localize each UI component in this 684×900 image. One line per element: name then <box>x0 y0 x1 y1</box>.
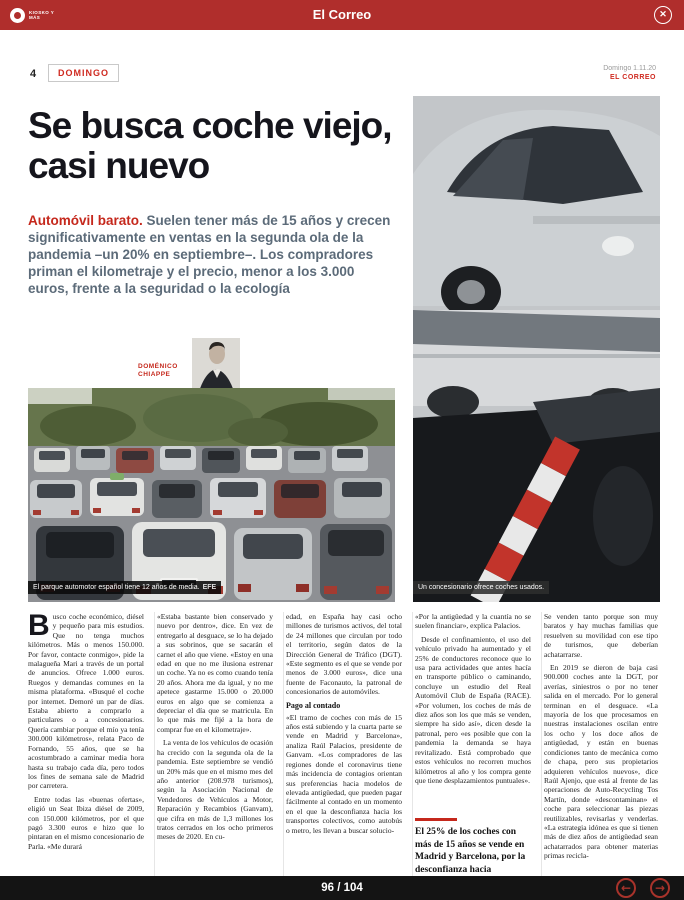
caption-text: El parque automotor español tiene 12 años de media. <box>33 584 200 591</box>
body-column-5 <box>544 612 658 876</box>
body-column-4 <box>415 612 542 876</box>
newspaper-page[interactable] <box>0 30 684 876</box>
newspaper-name: EL CORREO <box>610 74 656 81</box>
pull-quote <box>415 813 531 876</box>
close-icon[interactable]: ✕ <box>654 6 672 24</box>
paragraph: Se venden tanto porque son muy baratos y hay muchas familias que resuelven su movilidad con ese tipo de turismos, que deberían achatarrarse. <box>544 612 658 659</box>
section-label: DOMINGO <box>48 64 119 82</box>
lead-label: Automóvil barato. <box>28 213 143 228</box>
kioskoymas-logo-label: KIOSKO Y MÁS <box>29 9 55 20</box>
traffic-photo-graphic <box>28 388 395 602</box>
pull-quote-rule <box>415 818 457 821</box>
dateline <box>603 64 656 82</box>
arrow-right-icon: → <box>654 881 666 895</box>
author-byline: DOMÉNICO CHIAPPE <box>138 363 178 378</box>
body-column-3 <box>286 612 413 876</box>
paragraph: «El tramo de coches con más de 15 años está subiendo y la cuarta parte se vende en Madrid y Barcelona», analiza Raúl Palacios, presidente de Ganvam. «Los compradores de las regiones donde el coronavirus tiene más incidencia de contagios orientan sus preferencias hacia modelos de elevada antigüedad, que pueden pagar fácilmente al contado en un momento en el que la desconfianza hacia los transportes colectivos, como autobús o metro, les llevan a buscar solucio- <box>286 712 402 835</box>
page-indicator: 96 / 104 <box>321 882 363 894</box>
lead-text: Suelen tener más de 15 años y crecen significativamente en ventas en la segunda ola de la pandemia –un 20% en septiembre–. Los compradores priman el kilometraje y el precio, menor a los 3.000 euros, frente a la seguridad o la ecología <box>28 213 391 296</box>
body-column-1 <box>28 612 155 876</box>
traffic-photo <box>28 388 395 602</box>
paragraph: Desde el confinamiento, el uso del vehículo privado ha aumentado y el 25% de conductores reconoce que lo usa para actividades que antes hacía en transporte público o caminando, concluye un estudio del Real Automóvil Club de España (RACE). «Por volumen, los coches de más de diez años son los que más se venden, siempre ha sido así», dicen desde la patronal, pero «es posible que con la pandemia la demanda se haya revitalizado. Está comprobado que estos vehículos no recorren muchos kilómetros al año y los compra gente que tiene desplazamientos puntuales». <box>415 634 531 785</box>
caption-text: Un concesionario ofrece coches usados. <box>418 584 545 591</box>
next-page-button[interactable] <box>650 878 670 898</box>
pull-quote-text: El 25% de los coches con más de 15 años se vende en Madrid y Barcelona, por la desconfianza hacia <box>415 827 526 875</box>
paragraph: edad, en España hay casi ocho millones de turismos activos, del total de 24 millones que circulan por todo el territorio, según datos de la Dirección General de Tráfico (DGT). «Este segmento es el que se vende por menos de 3.000 euros», dice una fuente de Faconauto, la patronal de concesionarios de automóviles. <box>286 612 402 697</box>
paragraph: Busco coche económico, diésel y pequeño para mis estudios. Que no tenga muchos kilómetros. Más o menos 150.000. Por favor, contacte conmigo», pide la malagueña Mari a través de un portal de anuncios. Ofrece 1.000 euros. Ruegos y demandas comunes en la misma plataforma. «Busqué el coche por internet. Demoré un par de días. Estaba abierto a comprarlo a particulares o a concesionarios. Quería cambiar porque el mío ya tenía 300.000 kilómetros», relata Paco de Fornando, 55 años, que se ha acostumbrado a caminar media hora hasta su trabajo cada día, pero todos los fines de semana sale de Madrid por carretera. <box>28 612 144 791</box>
photo-caption-left <box>28 581 221 594</box>
paragraph: La venta de los vehículos de ocasión ha crecido con la segunda ola de la pandemia. Este septiembre se vendió un 20% más que en el mismo mes del año anterior (208.978 turismos), según la Asociación Nacional de Vendedores de Vehículos a Motor, Reparación y Recambios (Ganvam), que cifra en más de 1,3 millones los tratos cerrados en los ocho primeros meses de 2020. En cu- <box>157 738 273 842</box>
paragraph: «Por la antigüedad y la cuantía no se suelen financiar», explica Palacios. <box>415 612 531 631</box>
photo-credit: EFE <box>202 584 217 591</box>
paragraph: «Estaba bastante bien conservado y nuevo por dentro», dice. En vez de entregarlo al desguace, se lo ha dejado a sus sobrinos, que se sacarán el carnet el año que viene. «Estoy en una edad en que no me ilusiona estrenar un coche. Ya no es como cuando tenía 20 años. Ahora me da igual, y no me apetece gastarme 15.000 o 20.000 euros en algo que se comienza a depreciar el día que se matricula. En lo que más me fijé a la hora de comprar fue en el kilometraje». <box>157 612 273 734</box>
date-text: Domingo 1.11.20 <box>603 65 656 72</box>
reader-footer <box>0 876 684 900</box>
app-bar <box>0 0 684 30</box>
paragraph: En 2019 se dieron de baja casi 900.000 coches ante la DGT, por averías, siniestros o por no tener salida en el mercado. Por lo general terminan en el desguace. «La mayoría de los que procesamos en nuestras instalaciones oscilan entre los ocho y los doce años de antigüedad, y están en buenas condiciones tanto de mecánica como de chapa, pero sus propietarios adquieren vehículos nuevos», dice Raúl Ajenjo, que está al frente de las operaciones de Auto-Recycling Tos Martín, donde «descontaminan» el coche para seleccionar las piezas reutilizables, revisarlas y venderlas. «La estrategia idónea es que si tienen más de diez años de antigüedad sean achatarrados para obtener materias primas recicla- <box>544 663 658 861</box>
article-headline: Se busca coche viejo, casi nuevo <box>28 105 392 186</box>
dealer-photo <box>413 96 660 602</box>
dealer-photo-graphic <box>413 96 660 602</box>
article-lead <box>28 212 394 297</box>
arrow-left-icon: ← <box>620 881 632 895</box>
subhead: Pago al contado <box>286 700 341 710</box>
drop-cap: B <box>28 612 50 642</box>
photo-caption-right <box>413 581 549 594</box>
prev-page-button[interactable] <box>616 878 636 898</box>
body-column-2 <box>157 612 284 876</box>
paragraph: Entre todas las «buenas ofertas», eligió un Seat Ibiza diésel de 2009, con 150.000 kilómetros, por el que pagó 3.300 euros e hizo que lo pintaran en el mismo concesionario de Parla. «Me durará <box>28 794 144 851</box>
folio-page-number: 4 <box>30 68 37 80</box>
article-body <box>28 612 660 876</box>
app-title: El Correo <box>312 7 372 22</box>
